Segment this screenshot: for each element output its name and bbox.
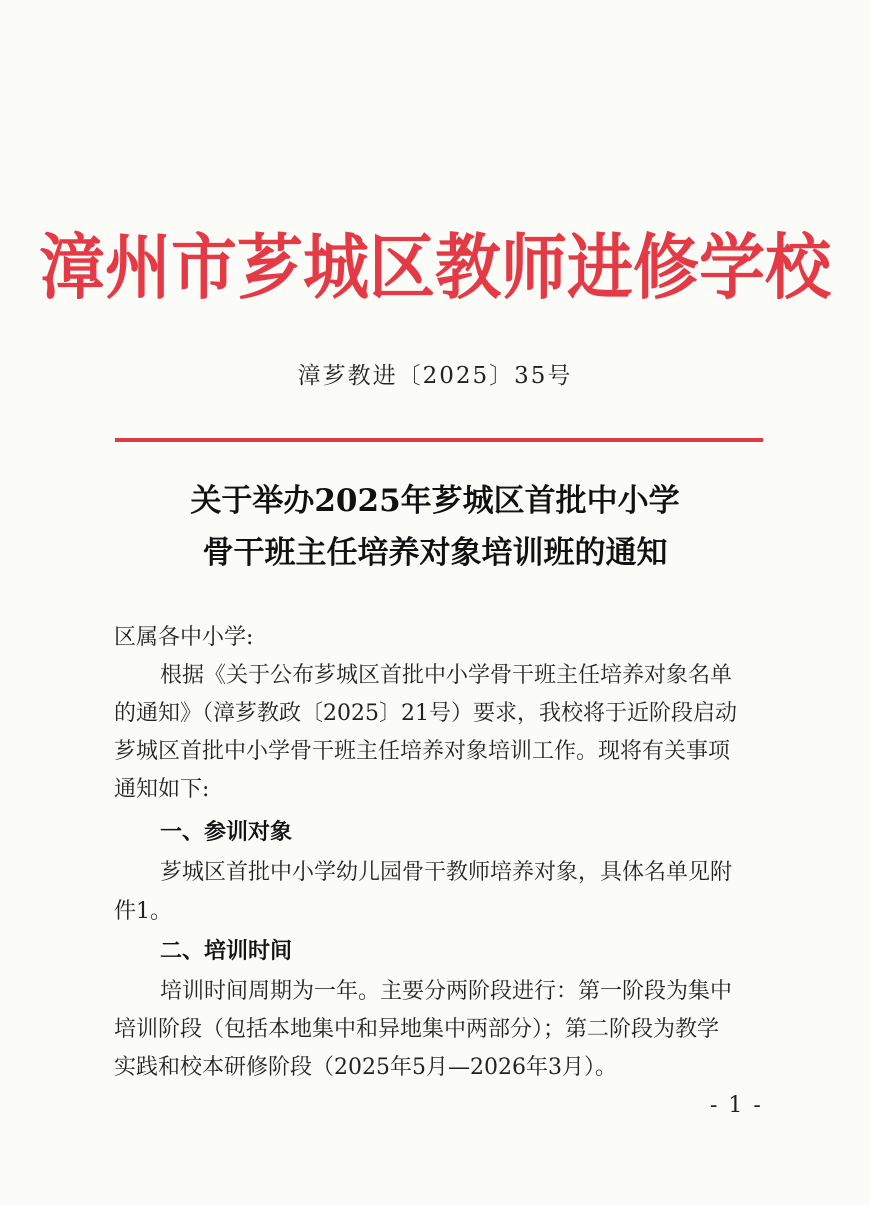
title-line-2: 骨干班主任培养对象培训班的通知 [202, 535, 668, 571]
intro-line-1: 根据《关于公布芗城区首批中小学骨干班主任培养对象名单 [160, 663, 733, 688]
section-2-line-1: 培训时间周期为一年。主要分两阶段进行：第一阶段为集中 [160, 979, 733, 1004]
issuer-header: 漳州市芗城区教师进修学校 [39, 224, 831, 310]
section-1-line-2: 件1。 [114, 899, 172, 924]
section-2-line-2: 培训阶段（包括本地集中和异地集中两部分）；第二阶段为教学 [114, 1017, 720, 1042]
page-number: - 1 - [710, 1093, 763, 1118]
addressee: 区属各中小学: [114, 625, 254, 650]
document-number: 漳芗教进〔2025〕35号 [297, 363, 573, 389]
red-divider [115, 438, 763, 442]
section-2-heading: 二、培训时间 [160, 939, 293, 964]
title-line-1: 关于举办2025年芗城区首批中小学 [190, 483, 680, 519]
intro-line-2: 的通知》（漳芗教政〔2025〕21号）要求，我校将于近阶段启动 [114, 701, 737, 726]
section-1-line-1: 芗城区首批中小学幼儿园骨干教师培养对象，具体名单见附 [160, 860, 733, 885]
intro-line-4: 通知如下: [114, 777, 210, 802]
section-2-line-3: 实践和校本研修阶段（2025年5月—2026年3月）。 [114, 1055, 617, 1080]
intro-line-3: 芗城区首批中小学骨干班主任培养对象培训工作。现将有关事项 [114, 739, 731, 764]
section-1-heading: 一、参训对象 [160, 820, 293, 845]
